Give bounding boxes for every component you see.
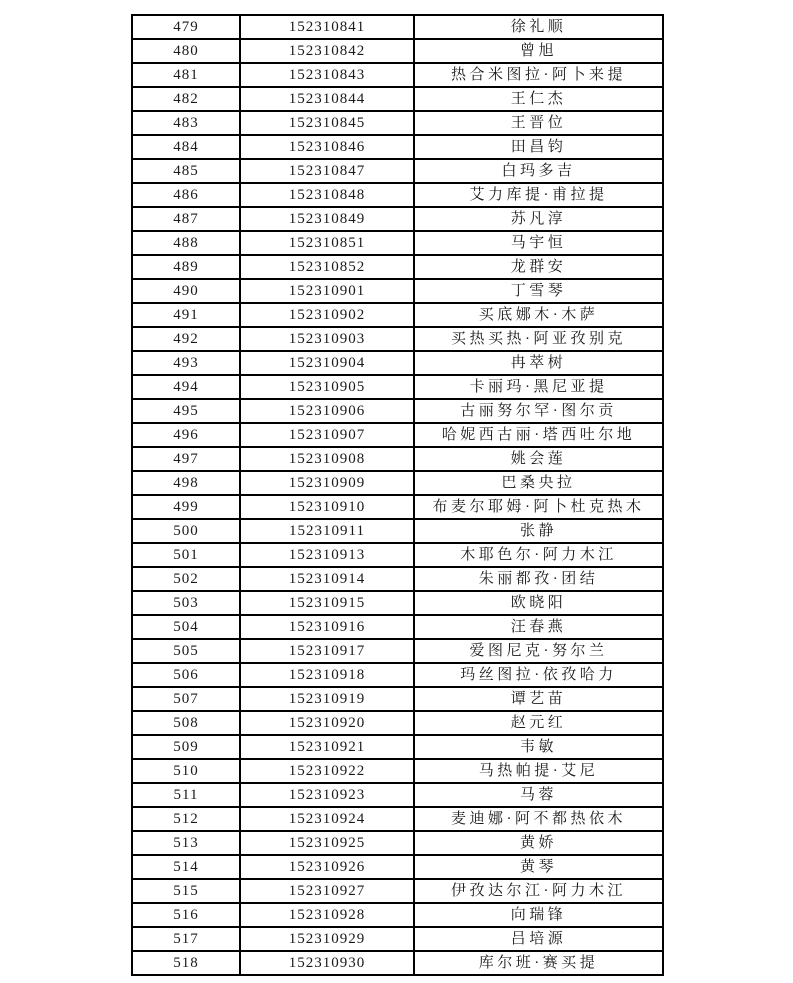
student-id-cell: 152310913 (240, 543, 414, 567)
table-row (132, 303, 663, 327)
seq-cell: 499 (132, 495, 240, 519)
name-cell: 艾力库提·甫拉提 (414, 183, 663, 207)
student-id-cell: 152310842 (240, 39, 414, 63)
name-cell: 卡丽玛·黑尼亚提 (414, 375, 663, 399)
student-id-cell: 152310920 (240, 711, 414, 735)
table-row (132, 207, 663, 231)
name-cell: 冉萃树 (414, 351, 663, 375)
seq-cell: 511 (132, 783, 240, 807)
student-id-cell: 152310914 (240, 567, 414, 591)
seq-cell: 517 (132, 927, 240, 951)
name-cell: 张静 (414, 519, 663, 543)
table-row (132, 159, 663, 183)
name-cell: 马蓉 (414, 783, 663, 807)
table-row (132, 111, 663, 135)
table-row (132, 231, 663, 255)
seq-cell: 483 (132, 111, 240, 135)
name-cell: 巴桑央拉 (414, 471, 663, 495)
student-id-cell: 152310908 (240, 447, 414, 471)
seq-cell: 490 (132, 279, 240, 303)
seq-cell: 484 (132, 135, 240, 159)
student-id-cell: 152310923 (240, 783, 414, 807)
seq-cell: 487 (132, 207, 240, 231)
student-id-cell: 152310846 (240, 135, 414, 159)
table-row (132, 615, 663, 639)
name-cell: 黄娇 (414, 831, 663, 855)
seq-cell: 488 (132, 231, 240, 255)
seq-cell: 513 (132, 831, 240, 855)
table-row (132, 951, 663, 975)
roster-table-body (132, 15, 663, 975)
student-id-cell: 152310847 (240, 159, 414, 183)
seq-cell: 481 (132, 63, 240, 87)
seq-cell: 495 (132, 399, 240, 423)
name-cell: 热合米图拉·阿卜来提 (414, 63, 663, 87)
table-row (132, 687, 663, 711)
table-row (132, 423, 663, 447)
student-id-cell: 152310917 (240, 639, 414, 663)
table-row (132, 567, 663, 591)
table-row (132, 183, 663, 207)
student-id-cell: 152310916 (240, 615, 414, 639)
name-cell: 姚会莲 (414, 447, 663, 471)
seq-cell: 494 (132, 375, 240, 399)
table-row (132, 447, 663, 471)
seq-cell: 491 (132, 303, 240, 327)
table-row (132, 399, 663, 423)
student-id-cell: 152310927 (240, 879, 414, 903)
student-id-cell: 152310922 (240, 759, 414, 783)
seq-cell: 506 (132, 663, 240, 687)
name-cell: 欧晓阳 (414, 591, 663, 615)
student-id-cell: 152310907 (240, 423, 414, 447)
seq-cell: 486 (132, 183, 240, 207)
table-row (132, 759, 663, 783)
name-cell: 苏凡淳 (414, 207, 663, 231)
name-cell: 谭艺苗 (414, 687, 663, 711)
seq-cell: 501 (132, 543, 240, 567)
student-id-cell: 152310848 (240, 183, 414, 207)
student-id-cell: 152310921 (240, 735, 414, 759)
table-row (132, 471, 663, 495)
table-row (132, 519, 663, 543)
seq-cell: 500 (132, 519, 240, 543)
student-id-cell: 152310930 (240, 951, 414, 975)
table-row (132, 87, 663, 111)
table-row (132, 63, 663, 87)
table-row (132, 591, 663, 615)
name-cell: 白玛多吉 (414, 159, 663, 183)
student-id-cell: 152310901 (240, 279, 414, 303)
student-id-cell: 152310849 (240, 207, 414, 231)
seq-cell: 498 (132, 471, 240, 495)
seq-cell: 507 (132, 687, 240, 711)
student-id-cell: 152310843 (240, 63, 414, 87)
name-cell: 买底娜木·木萨 (414, 303, 663, 327)
table-row (132, 279, 663, 303)
name-cell: 田昌钧 (414, 135, 663, 159)
seq-cell: 482 (132, 87, 240, 111)
table-row (132, 903, 663, 927)
seq-cell: 497 (132, 447, 240, 471)
name-cell: 伊孜达尔江·阿力木江 (414, 879, 663, 903)
seq-cell: 504 (132, 615, 240, 639)
seq-cell: 516 (132, 903, 240, 927)
name-cell: 马宇恒 (414, 231, 663, 255)
name-cell: 王仁杰 (414, 87, 663, 111)
table-row (132, 807, 663, 831)
table-row (132, 663, 663, 687)
table-row (132, 927, 663, 951)
seq-cell: 503 (132, 591, 240, 615)
name-cell: 黄琴 (414, 855, 663, 879)
student-id-cell: 152310910 (240, 495, 414, 519)
seq-cell: 480 (132, 39, 240, 63)
seq-cell: 514 (132, 855, 240, 879)
student-id-cell: 152310844 (240, 87, 414, 111)
seq-cell: 510 (132, 759, 240, 783)
name-cell: 买热买热·阿亚孜别克 (414, 327, 663, 351)
seq-cell: 489 (132, 255, 240, 279)
name-cell: 韦敏 (414, 735, 663, 759)
table-row (132, 855, 663, 879)
roster-table (131, 14, 664, 976)
student-id-cell: 152310906 (240, 399, 414, 423)
seq-cell: 493 (132, 351, 240, 375)
name-cell: 丁雪琴 (414, 279, 663, 303)
table-row (132, 783, 663, 807)
table-row (132, 255, 663, 279)
name-cell: 马热帕提·艾尼 (414, 759, 663, 783)
seq-cell: 515 (132, 879, 240, 903)
student-id-cell: 152310919 (240, 687, 414, 711)
table-row (132, 327, 663, 351)
name-cell: 哈妮西古丽·塔西吐尔地 (414, 423, 663, 447)
table-row (132, 135, 663, 159)
name-cell: 库尔班·赛买提 (414, 951, 663, 975)
student-id-cell: 152310902 (240, 303, 414, 327)
student-id-cell: 152310911 (240, 519, 414, 543)
name-cell: 玛丝图拉·依孜哈力 (414, 663, 663, 687)
student-id-cell: 152310926 (240, 855, 414, 879)
seq-cell: 505 (132, 639, 240, 663)
student-id-cell: 152310904 (240, 351, 414, 375)
table-row (132, 735, 663, 759)
name-cell: 朱丽都孜·团结 (414, 567, 663, 591)
name-cell: 赵元红 (414, 711, 663, 735)
seq-cell: 518 (132, 951, 240, 975)
name-cell: 汪春燕 (414, 615, 663, 639)
table-row (132, 15, 663, 39)
student-id-cell: 152310909 (240, 471, 414, 495)
seq-cell: 479 (132, 15, 240, 39)
student-id-cell: 152310928 (240, 903, 414, 927)
table-row (132, 879, 663, 903)
student-id-cell: 152310924 (240, 807, 414, 831)
name-cell: 王晋位 (414, 111, 663, 135)
name-cell: 爱图尼克·努尔兰 (414, 639, 663, 663)
seq-cell: 508 (132, 711, 240, 735)
table-row (132, 375, 663, 399)
student-id-cell: 152310925 (240, 831, 414, 855)
seq-cell: 509 (132, 735, 240, 759)
table-row (132, 711, 663, 735)
student-id-cell: 152310915 (240, 591, 414, 615)
name-cell: 向瑞锋 (414, 903, 663, 927)
table-row (132, 39, 663, 63)
seq-cell: 512 (132, 807, 240, 831)
student-id-cell: 152310929 (240, 927, 414, 951)
seq-cell: 496 (132, 423, 240, 447)
name-cell: 曾旭 (414, 39, 663, 63)
name-cell: 布麦尔耶姆·阿卜杜克热木 (414, 495, 663, 519)
name-cell: 徐礼顺 (414, 15, 663, 39)
name-cell: 古丽努尔罕·图尔贡 (414, 399, 663, 423)
student-id-cell: 152310845 (240, 111, 414, 135)
seq-cell: 485 (132, 159, 240, 183)
table-row (132, 543, 663, 567)
name-cell: 龙群安 (414, 255, 663, 279)
table-row (132, 831, 663, 855)
seq-cell: 502 (132, 567, 240, 591)
table-row (132, 495, 663, 519)
student-id-cell: 152310841 (240, 15, 414, 39)
name-cell: 吕培源 (414, 927, 663, 951)
name-cell: 木耶色尔·阿力木江 (414, 543, 663, 567)
seq-cell: 492 (132, 327, 240, 351)
table-row (132, 351, 663, 375)
student-id-cell: 152310903 (240, 327, 414, 351)
student-id-cell: 152310905 (240, 375, 414, 399)
student-id-cell: 152310851 (240, 231, 414, 255)
name-cell: 麦迪娜·阿不都热依木 (414, 807, 663, 831)
table-row (132, 639, 663, 663)
student-id-cell: 152310852 (240, 255, 414, 279)
student-id-cell: 152310918 (240, 663, 414, 687)
